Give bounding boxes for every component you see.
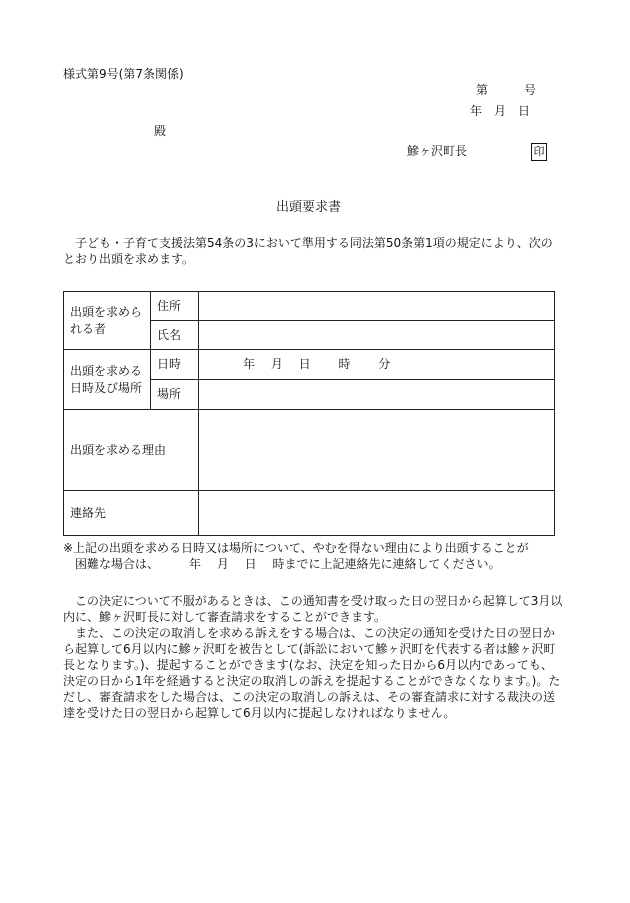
name-field[interactable] bbox=[199, 321, 555, 350]
datetime-field[interactable]: 年 月 日 時 分 bbox=[199, 350, 555, 380]
notice-line-2: 困難な場合は、 年 月 日 時までに上記連絡先に連絡してください。 bbox=[75, 557, 501, 571]
document-title: 出頭要求書 bbox=[276, 200, 342, 215]
contact-label: 連絡先 bbox=[64, 491, 199, 536]
person-header: 出頭を求められる者 bbox=[64, 292, 151, 350]
reason-label: 出頭を求める理由 bbox=[64, 410, 199, 491]
table-row bbox=[64, 491, 555, 536]
address-label: 住所 bbox=[151, 292, 199, 321]
request-table bbox=[63, 291, 555, 536]
datetime-label: 日時 bbox=[151, 350, 199, 380]
notice bbox=[63, 540, 563, 572]
appeal-paragraph-1: この決定について不服があるときは、この通知書を受け取った日の翌日から起算して3月以内に、鰺ヶ沢町長に対して審査請求をすることができます。 bbox=[63, 594, 563, 624]
table-row bbox=[64, 410, 555, 491]
address-field[interactable] bbox=[199, 292, 555, 321]
appeal-section bbox=[63, 593, 563, 721]
place-label: 場所 bbox=[151, 380, 199, 410]
intro-text: 子ども・子育て支援法第54条の3において準用する同法第50条第1項の規定により、次のとおり出頭を求めます。 bbox=[63, 236, 553, 266]
place-field[interactable] bbox=[199, 380, 555, 410]
document-number: 第 号 bbox=[476, 83, 537, 97]
name-label: 氏名 bbox=[151, 321, 199, 350]
table-row bbox=[64, 292, 555, 321]
table-row bbox=[64, 350, 555, 380]
datetime-place-header: 出頭を求める日時及び場所 bbox=[64, 350, 151, 410]
seal-stamp: 印 bbox=[531, 143, 547, 161]
issue-date: 年 月 日 bbox=[470, 104, 531, 118]
notice-line-1: ※上記の出頭を求める日時又は場所について、やむを得ない理由により出頭することが bbox=[63, 541, 529, 555]
appeal-paragraph-2: また、この決定の取消しを求める訴えをする場合は、この決定の通知を受けた日の翌日から起算して6月以内に鰺ヶ沢町を被告として(訴訟において鰺ヶ沢町を代表する者は鰺ヶ沢町長となります。)、提起することができます(なお、決定を知った日から6月以内であっても、決定の日から1年を経過すると決定の取消しの訴えを提起することができなくなります。)。ただし、審査請求をした場合は、この決定の取消しの訴えは、その審査請求に対する裁決の送達を受けた日の翌日から起算して6月以内に提起しなければなりません。 bbox=[63, 626, 561, 720]
addressee-suffix: 殿 bbox=[154, 124, 167, 138]
form-number: 様式第9号(第7条関係) bbox=[63, 67, 184, 81]
issuer-name: 鰺ヶ沢町長 bbox=[407, 144, 468, 158]
intro-paragraph bbox=[63, 235, 563, 267]
reason-field[interactable] bbox=[199, 410, 555, 491]
contact-field[interactable] bbox=[199, 491, 555, 536]
